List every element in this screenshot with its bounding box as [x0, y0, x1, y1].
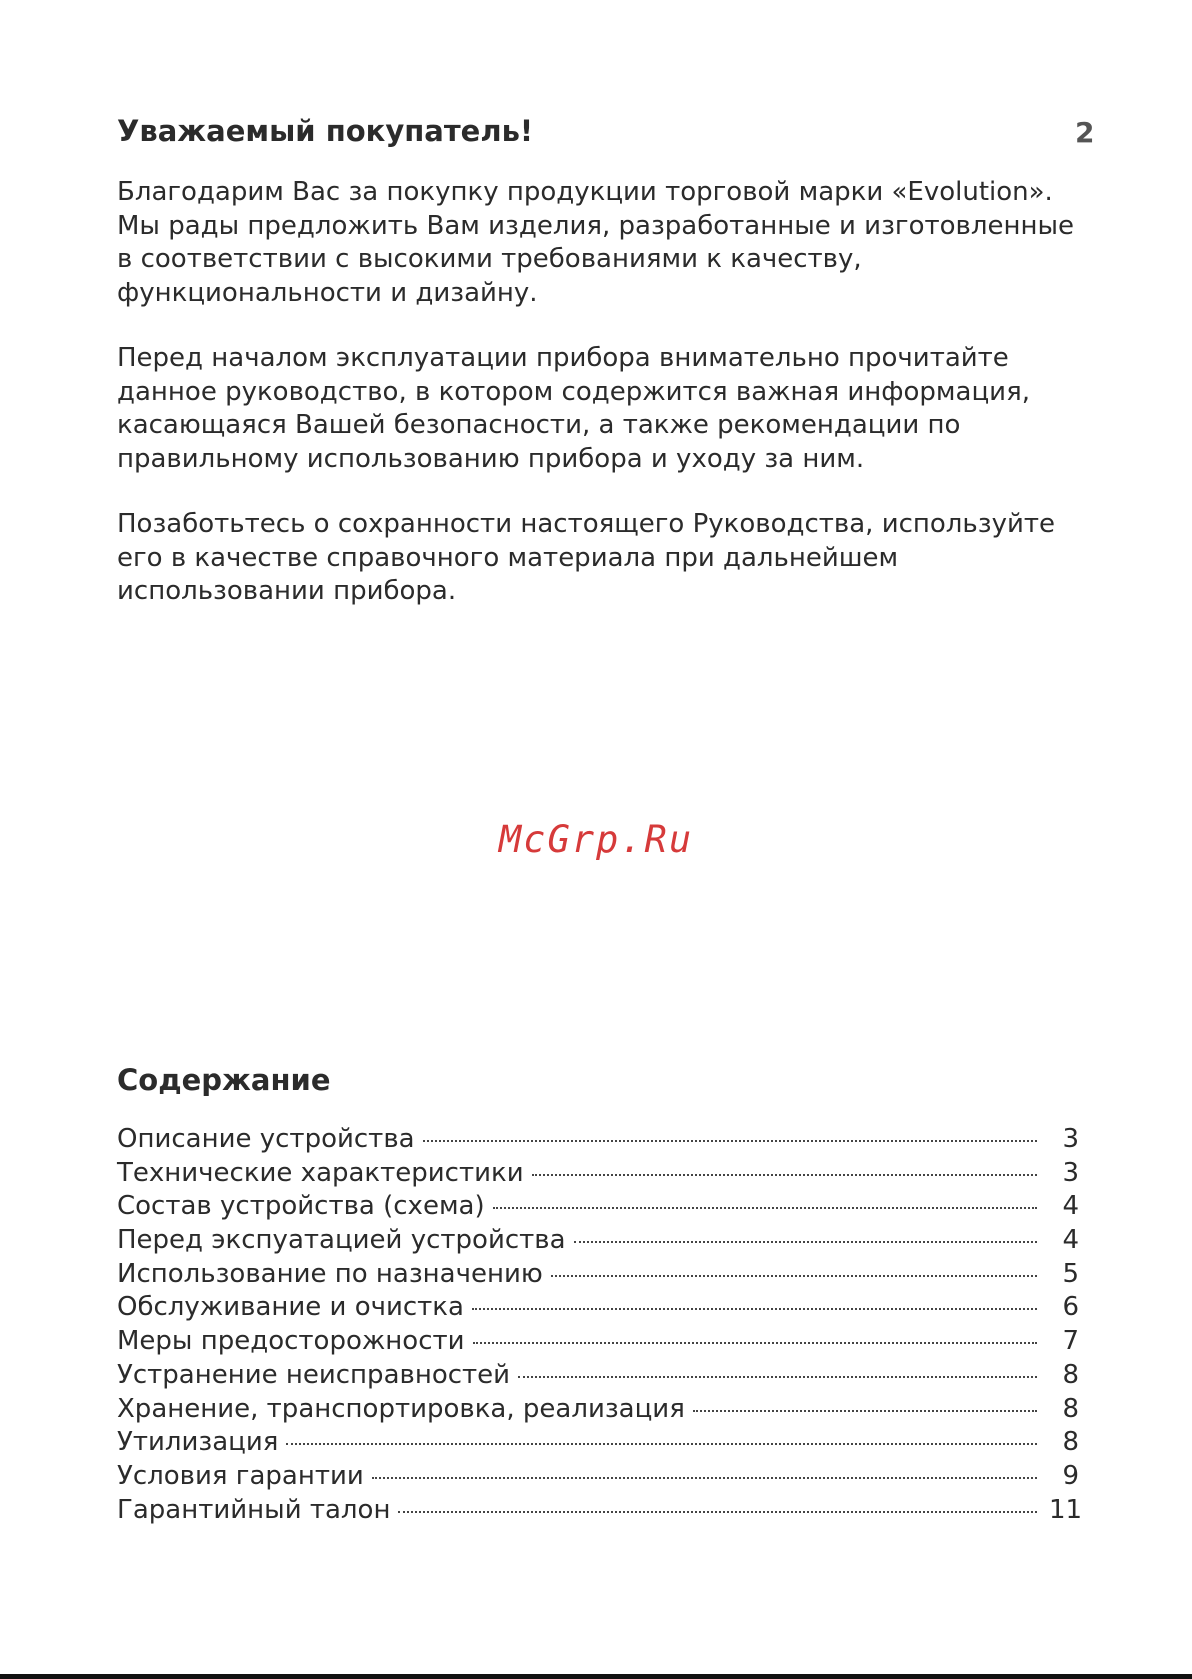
toc-item-page: 5: [1062, 1258, 1079, 1289]
intro-paragraph: Позаботьтесь о сохранности настоящего Руководства, используйте его в качестве справочного материала при дальнейшем использовании прибора.: [117, 509, 1055, 606]
toc-leader-dots: [473, 1342, 1037, 1344]
toc-leader-dots: [551, 1275, 1037, 1277]
toc-leader-dots: [372, 1477, 1037, 1479]
toc-item-label: Описание устройства: [117, 1124, 415, 1154]
toc-item[interactable]: [117, 1461, 1079, 1495]
toc-leader-dots: [518, 1376, 1037, 1378]
toc-item[interactable]: [117, 1259, 1079, 1293]
toc-leader-dots: [286, 1443, 1037, 1445]
toc-item[interactable]: [117, 1158, 1079, 1192]
toc-item-label: Состав устройства (схема): [117, 1191, 485, 1222]
toc-item-label: Утилизация: [117, 1427, 279, 1458]
toc-item-page: 9: [1062, 1460, 1079, 1491]
toc-item-label: Гарантийный талон: [117, 1494, 391, 1525]
toc-item-page: 4: [1062, 1225, 1079, 1256]
toc-title: Содержание: [117, 1063, 331, 1097]
toc-leader-dots: [532, 1174, 1037, 1176]
toc-leader-dots: [398, 1511, 1037, 1513]
toc-item-label: Технические характеристики: [117, 1157, 524, 1188]
toc-item-page: 3: [1062, 1124, 1079, 1154]
toc-item[interactable]: [117, 1360, 1079, 1394]
toc-item-page: 8: [1062, 1359, 1079, 1390]
toc-item[interactable]: [117, 1394, 1079, 1428]
toc-item[interactable]: [117, 1225, 1079, 1259]
toc-item-page: 4: [1062, 1191, 1079, 1222]
toc-item-label: Использование по назначению: [117, 1258, 543, 1289]
toc-item-label: Условия гарантии: [117, 1460, 364, 1491]
toc-leader-dots: [472, 1308, 1037, 1310]
toc-item-page: 8: [1062, 1393, 1079, 1424]
toc-item-page: 6: [1062, 1292, 1079, 1323]
toc-leader-dots: [423, 1140, 1037, 1142]
toc-item-label: Перед экспуатацией устройства: [117, 1225, 566, 1256]
intro-text: [117, 176, 1077, 641]
toc-item-page: 3: [1062, 1157, 1079, 1188]
toc-item-label: Устранение неисправностей: [117, 1359, 511, 1390]
page-title: Уважаемый покупатель!: [117, 114, 534, 148]
toc-item-label: Обслуживание и очистка: [117, 1292, 464, 1323]
intro-paragraph: Благодарим Вас за покупку продукции торговой марки «Evolution». Мы рады предложить Вам изделия, разработанные и изготовленные в соответствии с высокими требованиями к качеству, функциональности и дизайну.: [117, 177, 1074, 308]
toc-item[interactable]: [117, 1326, 1079, 1360]
toc-item-label: Меры предосторожности: [117, 1326, 465, 1357]
toc-item[interactable]: [117, 1124, 1079, 1158]
watermark-text: McGrp.Ru: [498, 818, 694, 861]
toc-item[interactable]: [117, 1191, 1079, 1225]
toc-item-label: Хранение, транспортировка, реализация: [117, 1393, 685, 1424]
toc-item-page: 8: [1062, 1427, 1079, 1458]
toc-leader-dots: [493, 1207, 1037, 1209]
toc-item[interactable]: [117, 1292, 1079, 1326]
bottom-divider: [0, 1674, 1192, 1679]
toc-leader-dots: [693, 1410, 1037, 1412]
intro-paragraph: Перед началом эксплуатации прибора внимательно прочитайте данное руководство, в котором содержится важная информация, касающаяся Вашей безопасности, а также рекомендации по правильному использованию прибора и уходу за ним.: [117, 343, 1030, 474]
toc-leader-dots: [574, 1241, 1037, 1243]
toc-item-page: 7: [1062, 1326, 1079, 1357]
page-number: 2: [1075, 116, 1095, 149]
toc-item[interactable]: [117, 1427, 1079, 1461]
toc-item[interactable]: [117, 1494, 1083, 1529]
toc-item-page: 11: [1049, 1494, 1083, 1525]
table-of-contents: [117, 1124, 1083, 1528]
